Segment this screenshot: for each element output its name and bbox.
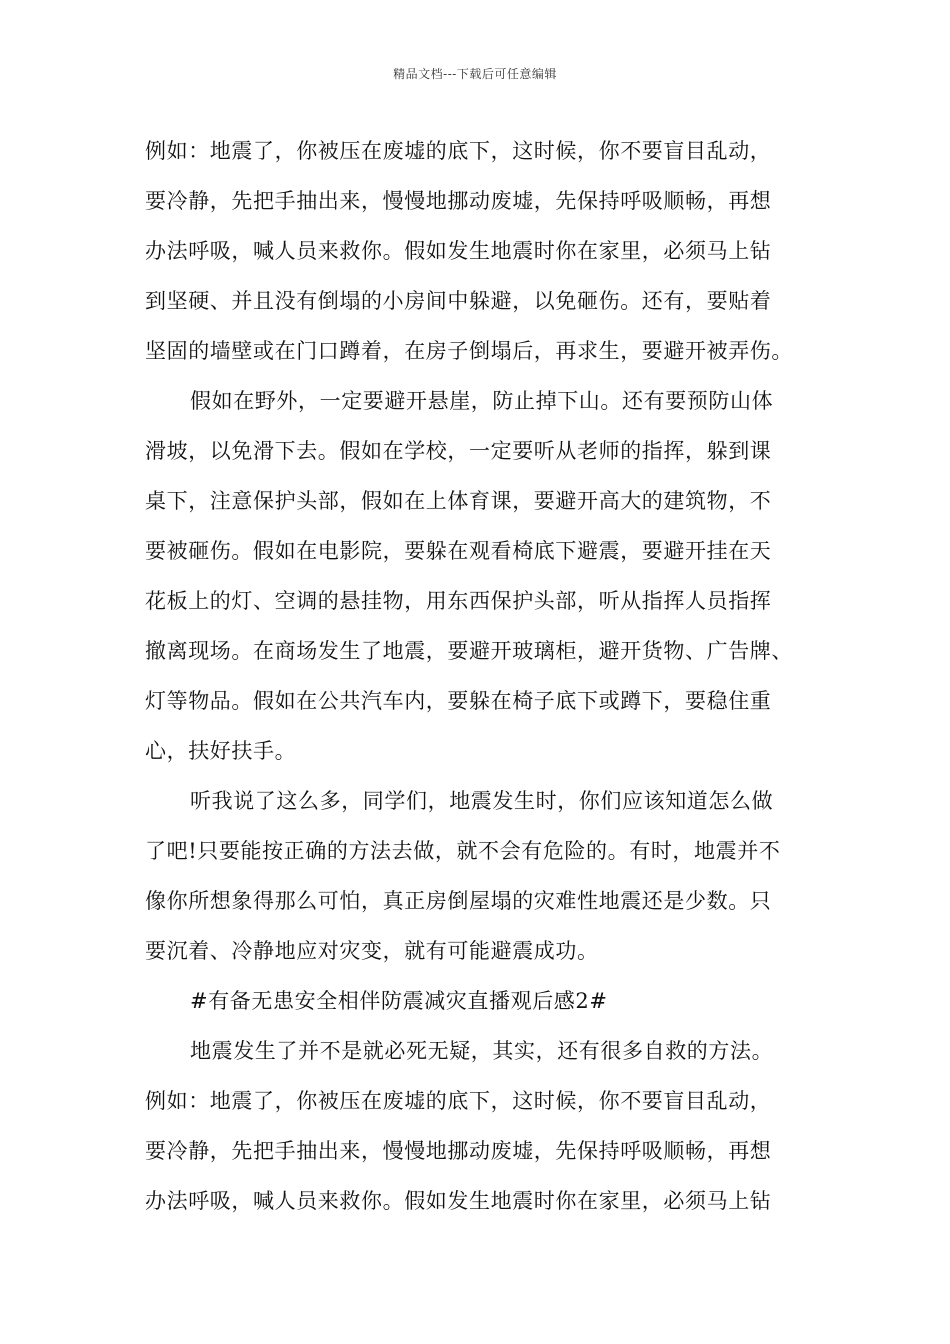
paragraph-start-line: 假如在野外，一定要避开悬崖，防止掉下山。还有要预防山体 <box>190 389 774 413</box>
text-line: 要冷静，先把手抽出来，慢慢地挪动废墟，先保持呼吸顺畅，再想 <box>145 189 772 213</box>
text-line: 撤离现场。在商场发生了地震，要避开玻璃柜，避开货物、广告牌、 <box>145 639 793 663</box>
text-line: 要冷静，先把手抽出来，慢慢地挪动废墟，先保持呼吸顺畅，再想 <box>145 1139 772 1163</box>
text-line: 办法呼吸，喊人员来救你。假如发生地震时你在家里，必须马上钻 <box>145 1189 772 1213</box>
text-line: 花板上的灯、空调的悬挂物，用东西保护头部，听从指挥人员指挥 <box>145 589 772 613</box>
text-line: 办法呼吸，喊人员来救你。假如发生地震时你在家里，必须马上钻 <box>145 239 772 263</box>
paragraph-start-line: 听我说了这么多，同学们，地震发生时，你们应该知道怎么做 <box>190 789 774 813</box>
text-line: 要被砸伤。假如在电影院，要躲在观看椅底下避震，要避开挂在天 <box>145 539 772 563</box>
text-line: 例如：地震了，你被压在废墟的底下，这时候，你不要盲目乱动， <box>145 1089 772 1113</box>
paragraph-start-line: 地震发生了并不是就必死无疑，其实，还有很多自救的方法。 <box>190 1039 774 1063</box>
page-header: 精品文档---下载后可任意编辑 <box>393 67 557 81</box>
document-body <box>145 131 820 1231</box>
section-heading: #有备无患安全相伴防震减灾直播观后感2# <box>190 989 608 1013</box>
text-line: 了吧!只要能按正确的方法去做，就不会有危险的。有时，地震并不 <box>145 839 781 863</box>
text-line: 桌下，注意保护头部，假如在上体育课，要避开高大的建筑物，不 <box>145 489 772 513</box>
text-line: 到坚硬、并且没有倒塌的小房间中躲避，以免砸伤。还有，要贴着 <box>145 289 772 313</box>
text-line: 滑坡，以免滑下去。假如在学校，一定要听从老师的指挥，躲到课 <box>145 439 772 463</box>
text-line: 灯等物品。假如在公共汽车内，要躲在椅子底下或蹲下，要稳住重 <box>145 689 772 713</box>
text-line: 心，扶好扶手。 <box>145 739 297 763</box>
text-line: 坚固的墙壁或在门口蹲着，在房子倒塌后，再求生，要避开被弄伤。 <box>145 339 793 363</box>
text-line: 像你所想象得那么可怕，真正房倒屋塌的灾难性地震还是少数。只 <box>145 889 772 913</box>
text-line: 要沉着、冷静地应对灾变，就有可能避震成功。 <box>145 939 599 963</box>
text-line: 例如：地震了，你被压在废墟的底下，这时候，你不要盲目乱动， <box>145 139 772 163</box>
